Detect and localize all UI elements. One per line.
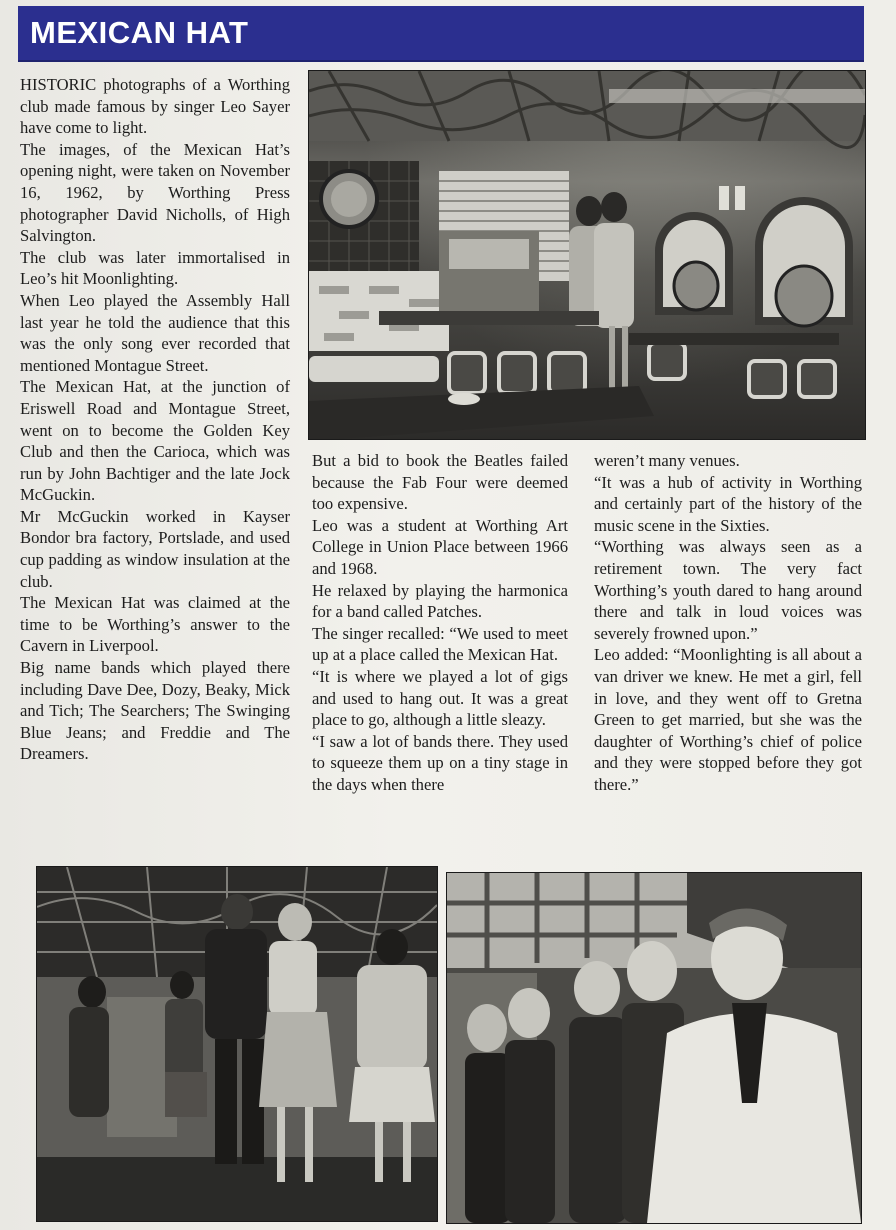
group-of-young-men-photo — [446, 872, 862, 1224]
paragraph: The images, of the Mexican Hat’s opening night, were taken on November 16, 1962, by Worthing Press photographer David Nicholls, of High Salvington. — [20, 139, 290, 246]
paragraph: Big name bands which played there including Dave Dee, Dozy, Beaky, Mick and Tich; The Searchers; The Swinging Blue Jeans; and Freddie and The Dreamers. — [20, 658, 290, 764]
article-column-1 — [20, 74, 290, 765]
article-column-3 — [594, 450, 862, 796]
header-bar — [18, 6, 864, 62]
paragraph: Leo was a student at Worthing Art College in Union Place between 1966 and 1968. — [312, 515, 568, 578]
paragraph: weren’t many venues. — [594, 451, 740, 470]
club-interior-photo — [308, 70, 866, 440]
paragraph: The Mexican Hat, at the junction of Eriswell Road and Montague Street, went on to become the Golden Key Club and then the Carioca, which was run by John Bachtiger and the late Jock McGuckin. — [20, 377, 290, 505]
paragraph: The singer recalled: “We used to meet up at a place called the Mexican Hat. — [312, 623, 568, 665]
dancers-photo — [36, 866, 438, 1222]
paragraph: The club was later immortalised in Leo’s hit Moonlighting. — [20, 247, 290, 289]
paragraph: “It was a hub of activity in Worthing and certainly part of the history of the music scene in the Sixties. — [594, 472, 862, 535]
paragraph: HISTORIC photographs of a Worthing club made famous by singer Leo Sayer have come to light. — [20, 75, 290, 138]
paragraph: The Mexican Hat was claimed at the time to be Worthing’s answer to the Cavern in Liverpool. — [20, 593, 290, 656]
club-interior-illustration — [309, 71, 865, 439]
article-column-2 — [312, 450, 568, 796]
young-men-illustration — [447, 873, 861, 1223]
dancers-illustration — [37, 867, 437, 1221]
paragraph: “It is where we played a lot of gigs and used to hang out. It was a great place to go, although a little sleazy. — [312, 666, 568, 730]
paragraph: “I saw a lot of bands there. They used to squeeze them up on a tiny stage in the days when there — [312, 731, 568, 794]
page-title: MEXICAN HAT — [30, 15, 249, 50]
paragraph: Leo added: “Moonlighting is all about a van driver we knew. He met a girl, fell in love, and they went off to Gretna Green to get married, but she was the daughter of Worthing’s chief of police and they were stopped before they got there.” — [594, 645, 862, 794]
paragraph: Mr McGuckin worked in Kayser Bondor bra factory, Portslade, and used cup padding as window insulation at the club. — [20, 506, 290, 591]
paragraph: When Leo played the Assembly Hall last year he told the audience that this was the only song ever recorded that mentioned Montague Street. — [20, 290, 290, 375]
paragraph: “Worthing was always seen as a retirement town. The very fact Worthing’s youth dared to hang around there and talk in loud voices was severely frowned upon.” — [594, 537, 862, 643]
paragraph: He relaxed by playing the harmonica for a band called Patches. — [312, 580, 568, 622]
paragraph: But a bid to book the Beatles failed because the Fab Four were deemed too expensive. — [312, 451, 568, 514]
